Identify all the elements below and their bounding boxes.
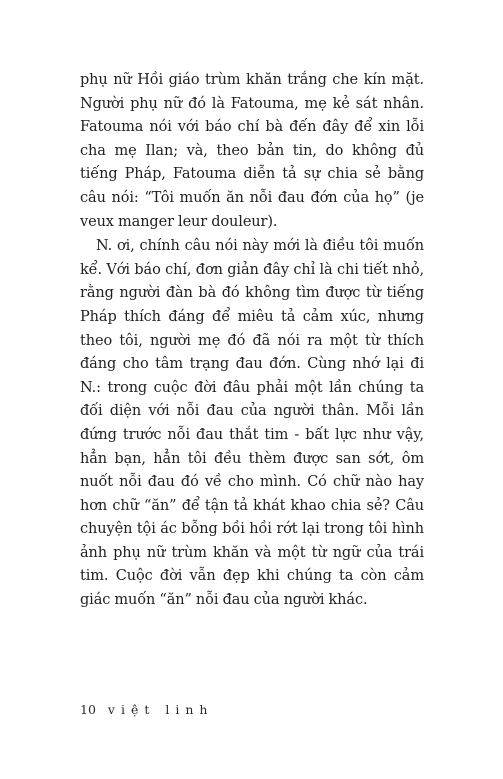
body-text [80,69,424,613]
page-footer [80,702,213,717]
paragraph-main: N. ơi, chính câu nói này mới là điều tôi muốn kể. Với báo chí, đơn giản đây chỉ là chi tiết nhỏ, rằng người đàn bà đó không tìm được từ tiếng Pháp thích đáng để miêu tả cảm xúc, nhưng theo tôi, người mẹ đó đã nói ra một từ thích đáng cho tâm trạng đau đớn. Cùng nhớ lại đi N.: trong cuộc đời đâu phải một lần chúng ta đối diện với nỗi đau của người thân. Mỗi lần đứng trước nỗi đau thắt tim - bất lực như vậy, hẳn bạn, hẳn tôi đều thèm được san sớt, ôm nuốt nỗi đau đó về cho mình. Có chữ nào hay hơn chữ “ăn” để tận tả khát khao chia sẻ? Câu chuyện tội ác bỗng bồi hồi rớt lại trong tôi hình ảnh phụ nữ trùm khăn và một từ ngữ của trái tim. Cuộc đời vẫn đẹp khi chúng ta còn cảm giác muốn “ăn” nỗi đau của người khác. [80,238,424,609]
page-number: 10 [80,702,96,717]
running-head-author: việt linh [107,702,214,717]
paragraph-continued: phụ nữ Hồi giáo trùm khăn trắng che kín mặt. Người phụ nữ đó là Fatouma, mẹ kẻ sát nhân. Fatouma nói với báo chí bà đến đây để xin lỗi cha mẹ Ilan; và, theo bản tin, do không đủ tiếng Pháp, Fatouma diễn tả sự chia sẻ bằng câu nói: “Tôi muốn ăn nỗi đau đớn của họ” (je veux manger leur douleur). [80,72,424,230]
